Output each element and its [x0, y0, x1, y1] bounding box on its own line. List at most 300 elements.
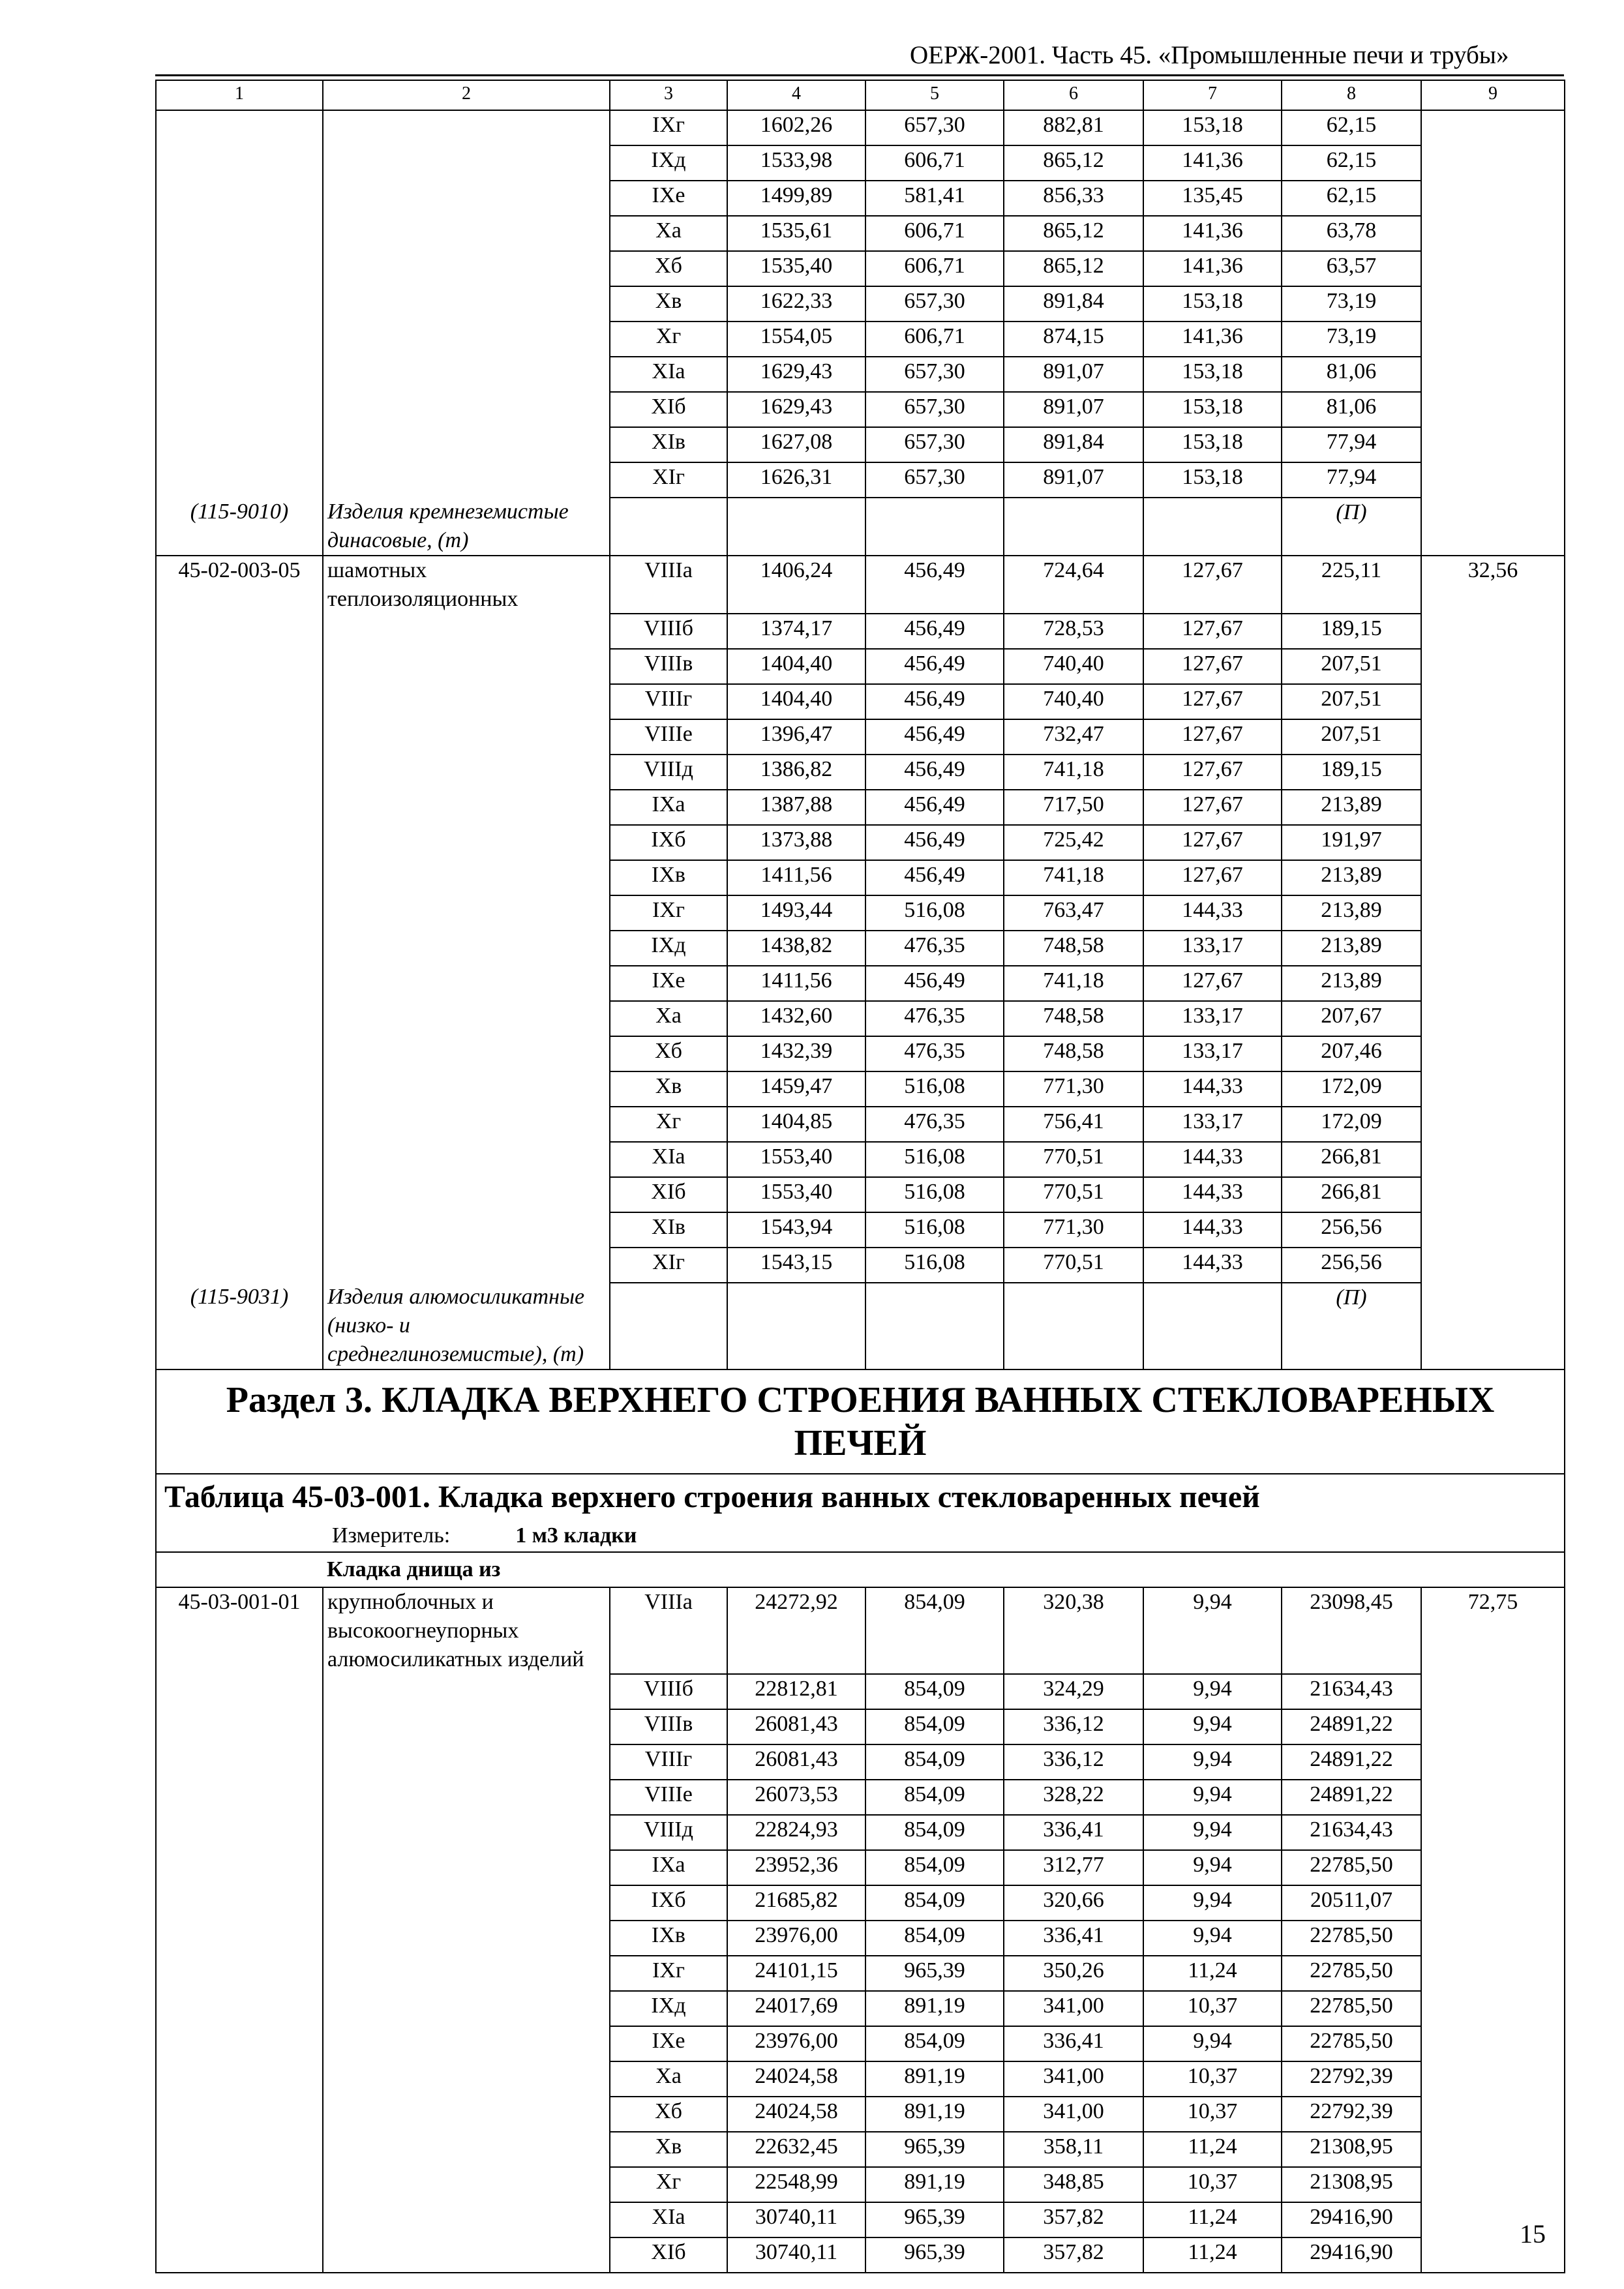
weight-cell: 72,75	[1421, 1587, 1565, 1674]
operator-wages-cell: 135,45	[1143, 181, 1282, 216]
operator-wages-cell: 10,37	[1143, 1991, 1282, 2026]
materials-cost-cell: 213,89	[1282, 966, 1421, 1001]
weight-cell	[1421, 684, 1565, 719]
operator-wages-cell: 141,36	[1143, 145, 1282, 181]
name-cell	[323, 1780, 610, 1815]
table-row	[156, 322, 1565, 357]
vehicle-class-cell: Xв	[610, 286, 727, 322]
table-row	[156, 825, 1565, 860]
empty-cell	[610, 1283, 727, 1369]
total-cost-cell: 26081,43	[727, 1709, 865, 1744]
materials-cost-cell: 73,19	[1282, 286, 1421, 322]
labor-cost-cell: 965,39	[865, 2237, 1004, 2273]
machine-cost-cell: 882,81	[1004, 110, 1143, 145]
table-row	[156, 286, 1565, 322]
weight-cell	[1421, 790, 1565, 825]
vehicle-class-cell: XIа	[610, 357, 727, 392]
machine-cost-cell: 336,41	[1004, 2026, 1143, 2061]
materials-cost-cell: 213,89	[1282, 790, 1421, 825]
machine-cost-cell: 336,12	[1004, 1709, 1143, 1744]
name-cell	[323, 251, 610, 286]
meter	[156, 1520, 1565, 1552]
vehicle-class-cell: IXе	[610, 966, 727, 1001]
name-cell	[323, 110, 610, 145]
empty-cell	[727, 1283, 865, 1369]
total-cost-cell: 1374,17	[727, 614, 865, 649]
weight-cell	[1421, 860, 1565, 895]
labor-cost-cell: 854,09	[865, 1921, 1004, 1956]
table-row	[156, 181, 1565, 216]
machine-cost-cell: 724,64	[1004, 556, 1143, 614]
total-cost-cell: 26081,43	[727, 1744, 865, 1780]
materials-cost-cell: 77,94	[1282, 427, 1421, 462]
labor-cost-cell: 456,49	[865, 556, 1004, 614]
materials-cost-cell: 21308,95	[1282, 2167, 1421, 2202]
total-cost-cell: 23952,36	[727, 1850, 865, 1885]
total-cost-cell: 1627,08	[727, 427, 865, 462]
table-row	[156, 556, 1565, 614]
labor-cost-cell: 891,19	[865, 1991, 1004, 2026]
labor-cost-cell: 854,09	[865, 1709, 1004, 1744]
resource-mark: (П)	[1282, 1283, 1421, 1369]
total-cost-cell: 1553,40	[727, 1177, 865, 1212]
empty-cell	[727, 498, 865, 556]
name-cell: шамотных теплоизоляционных	[323, 556, 610, 614]
code-cell	[156, 462, 323, 498]
total-cost-cell: 30740,11	[727, 2202, 865, 2237]
code-cell	[156, 110, 323, 145]
weight-cell	[1421, 1744, 1565, 1780]
name-cell	[323, 216, 610, 251]
name-cell	[323, 684, 610, 719]
name-cell	[323, 286, 610, 322]
column-number: 3	[610, 80, 727, 110]
machine-cost-cell: 856,33	[1004, 181, 1143, 216]
weight-cell	[1421, 1815, 1565, 1850]
resource-row	[156, 498, 1565, 556]
name-cell	[323, 181, 610, 216]
labor-cost-cell: 657,30	[865, 427, 1004, 462]
code-cell	[156, 614, 323, 649]
vehicle-class-cell: IXв	[610, 1921, 727, 1956]
labor-cost-cell: 891,19	[865, 2167, 1004, 2202]
code-cell	[156, 1815, 323, 1850]
table-row	[156, 1587, 1565, 1674]
name-cell	[323, 1674, 610, 1709]
code-cell	[156, 2237, 323, 2273]
code-cell: 45-03-001-01	[156, 1587, 323, 1674]
operator-wages-cell: 153,18	[1143, 392, 1282, 427]
empty-cell	[1143, 1283, 1282, 1369]
name-cell	[323, 357, 610, 392]
name-cell	[323, 825, 610, 860]
labor-cost-cell: 456,49	[865, 825, 1004, 860]
labor-cost-cell: 606,71	[865, 145, 1004, 181]
name-cell	[323, 2167, 610, 2202]
total-cost-cell: 1411,56	[727, 860, 865, 895]
code-cell	[156, 2202, 323, 2237]
operator-wages-cell: 153,18	[1143, 427, 1282, 462]
weight-cell	[1421, 755, 1565, 790]
name-cell	[323, 895, 610, 931]
vehicle-class-cell: Xг	[610, 322, 727, 357]
operator-wages-cell: 153,18	[1143, 110, 1282, 145]
labor-cost-cell: 854,09	[865, 1850, 1004, 1885]
name-cell	[323, 1071, 610, 1107]
table-row	[156, 1142, 1565, 1177]
table-row	[156, 790, 1565, 825]
operator-wages-cell: 127,67	[1143, 790, 1282, 825]
machine-cost-cell: 336,41	[1004, 1815, 1143, 1850]
name-cell	[323, 931, 610, 966]
page-number: 15	[1520, 2219, 1546, 2249]
operator-wages-cell: 9,94	[1143, 1921, 1282, 1956]
table-row	[156, 251, 1565, 286]
materials-cost-cell: 29416,90	[1282, 2237, 1421, 2273]
name-cell	[323, 322, 610, 357]
table-row	[156, 860, 1565, 895]
labor-cost-cell: 516,08	[865, 1248, 1004, 1283]
total-cost-cell: 1543,94	[727, 1212, 865, 1248]
materials-cost-cell: 213,89	[1282, 931, 1421, 966]
weight-cell	[1421, 2132, 1565, 2167]
materials-cost-cell: 21634,43	[1282, 1674, 1421, 1709]
total-cost-cell: 1404,40	[727, 649, 865, 684]
vehicle-class-cell: VIIIд	[610, 755, 727, 790]
code-cell	[156, 2026, 323, 2061]
total-cost-cell: 1396,47	[727, 719, 865, 755]
code-cell	[156, 357, 323, 392]
operator-wages-cell: 9,94	[1143, 2026, 1282, 2061]
weight-cell	[1421, 1107, 1565, 1142]
machine-cost-cell: 741,18	[1004, 860, 1143, 895]
materials-cost-cell: 266,81	[1282, 1142, 1421, 1177]
materials-cost-cell: 22785,50	[1282, 2026, 1421, 2061]
code-cell	[156, 1885, 323, 1921]
machine-cost-cell: 891,07	[1004, 392, 1143, 427]
labor-cost-cell: 657,30	[865, 110, 1004, 145]
vehicle-class-cell: Xа	[610, 1001, 727, 1036]
operator-wages-cell: 141,36	[1143, 322, 1282, 357]
total-cost-cell: 24272,92	[727, 1587, 865, 1674]
code-cell	[156, 755, 323, 790]
materials-cost-cell: 213,89	[1282, 895, 1421, 931]
total-cost-cell: 21685,82	[727, 1885, 865, 1921]
machine-cost-cell: 717,50	[1004, 790, 1143, 825]
operator-wages-cell: 144,33	[1143, 895, 1282, 931]
operator-wages-cell: 144,33	[1143, 1142, 1282, 1177]
machine-cost-cell: 732,47	[1004, 719, 1143, 755]
total-cost-cell: 22824,93	[727, 1815, 865, 1850]
name-cell	[323, 966, 610, 1001]
materials-cost-cell: 191,97	[1282, 825, 1421, 860]
materials-cost-cell: 207,51	[1282, 719, 1421, 755]
total-cost-cell: 24101,15	[727, 1956, 865, 1991]
name-cell	[323, 1001, 610, 1036]
weight-cell	[1421, 1248, 1565, 1283]
table-row	[156, 1212, 1565, 1248]
weight-cell	[1421, 719, 1565, 755]
materials-cost-cell: 73,19	[1282, 322, 1421, 357]
labor-cost-cell: 456,49	[865, 719, 1004, 755]
total-cost-cell: 1406,24	[727, 556, 865, 614]
empty-cell	[1004, 1283, 1143, 1369]
operator-wages-cell: 144,33	[1143, 1177, 1282, 1212]
code-cell	[156, 251, 323, 286]
table-row	[156, 427, 1565, 462]
operator-wages-cell: 11,24	[1143, 2132, 1282, 2167]
operator-wages-cell: 141,36	[1143, 251, 1282, 286]
code-cell	[156, 1001, 323, 1036]
weight-cell	[1421, 392, 1565, 427]
machine-cost-cell: 341,00	[1004, 2061, 1143, 2097]
section-title: Раздел 3. КЛАДКА ВЕРХНЕГО СТРОЕНИЯ ВАННЫХ СТЕКЛОВАРЕНЫХ ПЕЧЕЙ	[156, 1369, 1565, 1474]
code-cell	[156, 322, 323, 357]
table-row	[156, 216, 1565, 251]
machine-cost-cell: 740,40	[1004, 684, 1143, 719]
weight-cell	[1421, 322, 1565, 357]
code-cell	[156, 1709, 323, 1744]
labor-cost-cell: 581,41	[865, 181, 1004, 216]
code-cell	[156, 966, 323, 1001]
machine-cost-cell: 740,40	[1004, 649, 1143, 684]
table-title-row	[156, 1474, 1565, 1520]
total-cost-cell: 1387,88	[727, 790, 865, 825]
materials-cost-cell: 22792,39	[1282, 2097, 1421, 2132]
machine-cost-cell: 357,82	[1004, 2237, 1143, 2273]
total-cost-cell: 23976,00	[727, 1921, 865, 1956]
code-cell	[156, 1744, 323, 1780]
table-row	[156, 719, 1565, 755]
operator-wages-cell: 9,94	[1143, 1744, 1282, 1780]
machine-cost-cell: 341,00	[1004, 2097, 1143, 2132]
operator-wages-cell: 127,67	[1143, 556, 1282, 614]
machine-cost-cell: 328,22	[1004, 1780, 1143, 1815]
vehicle-class-cell: XIб	[610, 1177, 727, 1212]
labor-cost-cell: 476,35	[865, 1036, 1004, 1071]
operator-wages-cell: 9,94	[1143, 1587, 1282, 1674]
table-row	[156, 895, 1565, 931]
labor-cost-cell: 456,49	[865, 649, 1004, 684]
name-cell	[323, 719, 610, 755]
machine-cost-cell: 756,41	[1004, 1107, 1143, 1142]
total-cost-cell: 1404,40	[727, 684, 865, 719]
table-row	[156, 966, 1565, 1001]
rates-table	[155, 80, 1565, 2273]
code-cell	[156, 2061, 323, 2097]
materials-cost-cell: 63,57	[1282, 251, 1421, 286]
materials-cost-cell: 81,06	[1282, 357, 1421, 392]
weight-cell	[1421, 1921, 1565, 1956]
page-header: ОЕРЖ-2001. Часть 45. «Промышленные печи и трубы»	[910, 41, 1509, 69]
name-cell	[323, 427, 610, 462]
total-cost-cell: 1554,05	[727, 322, 865, 357]
column-number: 6	[1004, 80, 1143, 110]
empty-cell	[1421, 1283, 1565, 1369]
rates-table-body	[156, 80, 1565, 2273]
weight-cell	[1421, 1001, 1565, 1036]
vehicle-class-cell: XIг	[610, 1248, 727, 1283]
table-row	[156, 1036, 1565, 1071]
machine-cost-cell: 741,18	[1004, 966, 1143, 1001]
weight-cell	[1421, 2061, 1565, 2097]
name-cell	[323, 462, 610, 498]
name-cell	[323, 1956, 610, 1991]
total-cost-cell: 24017,69	[727, 1991, 865, 2026]
total-cost-cell: 23976,00	[727, 2026, 865, 2061]
vehicle-class-cell: XIа	[610, 2202, 727, 2237]
weight-cell	[1421, 462, 1565, 498]
weight-cell	[1421, 1142, 1565, 1177]
table-row	[156, 357, 1565, 392]
labor-cost-cell: 657,30	[865, 357, 1004, 392]
resource-row	[156, 1283, 1565, 1369]
vehicle-class-cell: VIIIа	[610, 556, 727, 614]
materials-cost-cell: 207,67	[1282, 1001, 1421, 1036]
total-cost-cell: 1553,40	[727, 1142, 865, 1177]
subheading-row	[156, 1552, 1565, 1587]
labor-cost-cell: 606,71	[865, 322, 1004, 357]
labor-cost-cell: 516,08	[865, 1142, 1004, 1177]
labor-cost-cell: 606,71	[865, 216, 1004, 251]
code-cell	[156, 649, 323, 684]
machine-cost-cell: 891,07	[1004, 462, 1143, 498]
vehicle-class-cell: IXд	[610, 145, 727, 181]
materials-cost-cell: 207,46	[1282, 1036, 1421, 1071]
name-cell	[323, 1248, 610, 1283]
vehicle-class-cell: VIIIг	[610, 1744, 727, 1780]
labor-cost-cell: 854,09	[865, 1744, 1004, 1780]
table-row	[156, 1991, 1565, 2026]
vehicle-class-cell: VIIIа	[610, 1587, 727, 1674]
vehicle-class-cell: IXв	[610, 860, 727, 895]
total-cost-cell: 1533,98	[727, 145, 865, 181]
materials-cost-cell: 256,56	[1282, 1248, 1421, 1283]
code-cell: 45-02-003-05	[156, 556, 323, 614]
table-row	[156, 931, 1565, 966]
operator-wages-cell: 133,17	[1143, 1036, 1282, 1071]
materials-cost-cell: 256,56	[1282, 1212, 1421, 1248]
total-cost-cell: 22632,45	[727, 2132, 865, 2167]
name-cell	[323, 2097, 610, 2132]
weight-cell	[1421, 1780, 1565, 1815]
materials-cost-cell: 21634,43	[1282, 1815, 1421, 1850]
machine-cost-cell: 312,77	[1004, 1850, 1143, 1885]
labor-cost-cell: 456,49	[865, 614, 1004, 649]
operator-wages-cell: 153,18	[1143, 357, 1282, 392]
total-cost-cell: 24024,58	[727, 2097, 865, 2132]
total-cost-cell: 1493,44	[727, 895, 865, 931]
materials-cost-cell: 22785,50	[1282, 1850, 1421, 1885]
operator-wages-cell: 11,24	[1143, 2237, 1282, 2273]
vehicle-class-cell: Xб	[610, 251, 727, 286]
weight-cell	[1421, 145, 1565, 181]
labor-cost-cell: 516,08	[865, 1177, 1004, 1212]
machine-cost-cell: 891,84	[1004, 286, 1143, 322]
vehicle-class-cell: Xб	[610, 2097, 727, 2132]
machine-cost-cell: 748,58	[1004, 1036, 1143, 1071]
code-cell	[156, 1177, 323, 1212]
machine-cost-cell: 770,51	[1004, 1177, 1143, 1212]
labor-cost-cell: 476,35	[865, 1001, 1004, 1036]
table-row	[156, 755, 1565, 790]
machine-cost-cell: 320,38	[1004, 1587, 1143, 1674]
code-cell	[156, 719, 323, 755]
operator-wages-cell: 9,94	[1143, 1709, 1282, 1744]
labor-cost-cell: 965,39	[865, 2202, 1004, 2237]
labor-cost-cell: 456,49	[865, 684, 1004, 719]
operator-wages-cell: 9,94	[1143, 1780, 1282, 1815]
operator-wages-cell: 127,67	[1143, 719, 1282, 755]
table-row	[156, 684, 1565, 719]
code-cell	[156, 427, 323, 462]
code-cell	[156, 1212, 323, 1248]
vehicle-class-cell: VIIIв	[610, 649, 727, 684]
empty-cell	[865, 498, 1004, 556]
total-cost-cell: 1499,89	[727, 181, 865, 216]
machine-cost-cell: 748,58	[1004, 1001, 1143, 1036]
materials-cost-cell: 24891,22	[1282, 1709, 1421, 1744]
vehicle-class-cell: XIб	[610, 2237, 727, 2273]
materials-cost-cell: 24891,22	[1282, 1744, 1421, 1780]
name-cell	[323, 1142, 610, 1177]
name-cell	[323, 2061, 610, 2097]
labor-cost-cell: 965,39	[865, 1956, 1004, 1991]
materials-cost-cell: 172,09	[1282, 1107, 1421, 1142]
table-row	[156, 1001, 1565, 1036]
vehicle-class-cell: Xв	[610, 2132, 727, 2167]
total-cost-cell: 1535,40	[727, 251, 865, 286]
operator-wages-cell: 144,33	[1143, 1248, 1282, 1283]
weight-cell	[1421, 2026, 1565, 2061]
vehicle-class-cell: VIIIе	[610, 719, 727, 755]
weight-cell	[1421, 2097, 1565, 2132]
machine-cost-cell: 874,15	[1004, 322, 1143, 357]
code-cell	[156, 1674, 323, 1709]
operator-wages-cell: 127,67	[1143, 755, 1282, 790]
materials-cost-cell: 21308,95	[1282, 2132, 1421, 2167]
total-cost-cell: 22548,99	[727, 2167, 865, 2202]
labor-cost-cell: 606,71	[865, 251, 1004, 286]
column-number: 2	[323, 80, 610, 110]
weight-cell	[1421, 110, 1565, 145]
column-number: 4	[727, 80, 865, 110]
machine-cost-cell: 725,42	[1004, 825, 1143, 860]
name-cell: крупноблочных и высокоогнеупорных алюмосиликатных изделий	[323, 1587, 610, 1674]
operator-wages-cell: 9,94	[1143, 1885, 1282, 1921]
column-number: 9	[1421, 80, 1565, 110]
header-rule	[155, 74, 1564, 76]
materials-cost-cell: 20511,07	[1282, 1885, 1421, 1921]
table-row	[156, 1815, 1565, 1850]
code-cell	[156, 1991, 323, 2026]
machine-cost-cell: 336,41	[1004, 1921, 1143, 1956]
machine-cost-cell: 771,30	[1004, 1071, 1143, 1107]
weight-cell	[1421, 427, 1565, 462]
operator-wages-cell: 133,17	[1143, 931, 1282, 966]
name-cell	[323, 1921, 610, 1956]
table-row	[156, 2202, 1565, 2237]
machine-cost-cell: 865,12	[1004, 216, 1143, 251]
name-cell	[323, 1036, 610, 1071]
total-cost-cell: 26073,53	[727, 1780, 865, 1815]
materials-cost-cell: 189,15	[1282, 614, 1421, 649]
weight-cell	[1421, 1885, 1565, 1921]
labor-cost-cell: 516,08	[865, 1071, 1004, 1107]
name-cell	[323, 1991, 610, 2026]
vehicle-class-cell: IXг	[610, 895, 727, 931]
materials-cost-cell: 62,15	[1282, 181, 1421, 216]
